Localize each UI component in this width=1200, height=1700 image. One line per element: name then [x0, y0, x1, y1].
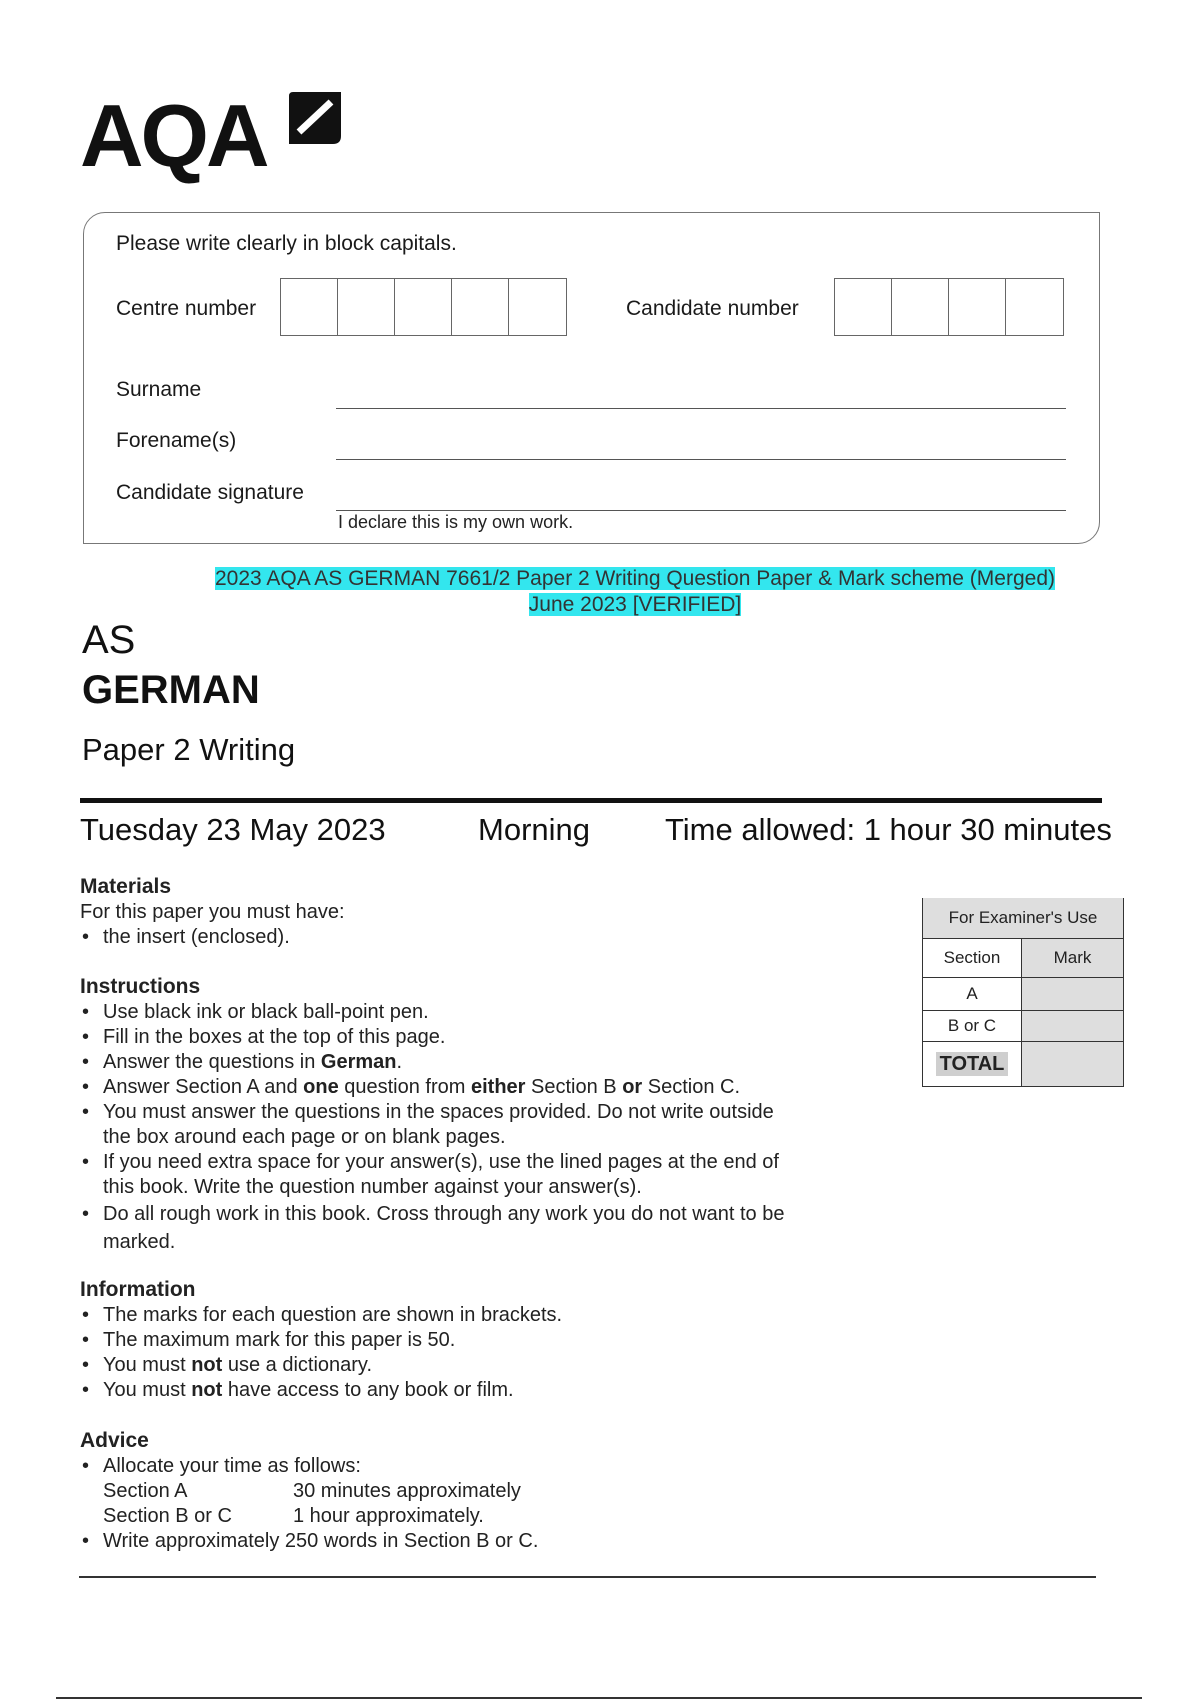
- candidate-number-digit[interactable]: [949, 279, 1006, 335]
- aqa-logo: [80, 86, 350, 186]
- advice-section-time: 30 minutes approximately: [293, 1480, 521, 1502]
- advice-section-time: 1 hour approximately.: [293, 1505, 484, 1527]
- advice-section-key: Section A: [103, 1480, 188, 1502]
- section-column-header: Section: [923, 939, 1022, 978]
- total-label: TOTAL: [936, 1052, 1009, 1076]
- materials-intro: For this paper you must have:: [80, 901, 345, 923]
- materials-heading: Materials: [80, 875, 172, 898]
- forenames-label: Forename(s): [116, 429, 237, 452]
- exam-date: Tuesday 23 May 2023: [80, 812, 386, 847]
- instruction-item: • If you need extra space for your answer(s), use the lined pages at the end of this book. Write the question number against your answer(s).: [80, 1150, 803, 1200]
- signature-field[interactable]: [336, 510, 1066, 511]
- total-cell: [923, 1042, 1022, 1087]
- instructions-section: [80, 974, 840, 1256]
- surname-field[interactable]: [336, 408, 1066, 409]
- document-title-highlight: [150, 566, 1120, 618]
- examiner-use-table: [922, 898, 1124, 1087]
- section-a-cell: A: [923, 978, 1022, 1011]
- highlight-line-1: 2023 AQA AS GERMAN 7661/2 Paper 2 Writing Question Paper & Mark scheme (Merged): [214, 567, 1055, 590]
- candidate-number-label: Candidate number: [626, 297, 799, 320]
- footer-divider: [56, 1697, 1142, 1699]
- materials-item: • the insert (enclosed).: [80, 925, 840, 950]
- advice-item: • Write approximately 250 words in Section B or C.: [80, 1529, 840, 1554]
- surname-label: Surname: [116, 378, 202, 401]
- section-bc-mark-cell: [1022, 1011, 1124, 1042]
- information-item: • You must not have access to any book or film.: [80, 1378, 840, 1403]
- instructions-heading: Instructions: [80, 975, 201, 998]
- signature-label: Candidate signature: [116, 481, 304, 504]
- advice-time-row: [80, 1479, 840, 1504]
- exam-session: Morning: [478, 812, 590, 847]
- subject-name: GERMAN: [82, 668, 260, 712]
- centre-number-label: Centre number: [116, 297, 257, 320]
- candidate-number-digit[interactable]: [1006, 279, 1063, 335]
- information-item: • The marks for each question are shown in brackets.: [80, 1303, 840, 1328]
- forenames-field[interactable]: [336, 459, 1066, 460]
- centre-number-digit[interactable]: [338, 279, 395, 335]
- information-item: • You must not use a dictionary.: [80, 1353, 840, 1378]
- materials-section: [80, 874, 840, 950]
- advice-section-key: Section B or C: [103, 1505, 232, 1527]
- instruction-item: • Use black ink or black ball-point pen.: [80, 1000, 840, 1025]
- advice-section: [80, 1428, 840, 1554]
- information-heading: Information: [80, 1278, 196, 1301]
- candidate-number-digit[interactable]: [835, 279, 892, 335]
- mark-column-header: Mark: [1022, 939, 1124, 978]
- candidate-number-boxes[interactable]: [834, 278, 1064, 336]
- subject-level: AS: [82, 618, 136, 662]
- centre-number-digit[interactable]: [509, 279, 566, 335]
- declaration-text: I declare this is my own work.: [338, 512, 574, 532]
- information-item: • The maximum mark for this paper is 50.: [80, 1328, 840, 1353]
- information-section: [80, 1277, 840, 1403]
- advice-time-row: [80, 1504, 840, 1529]
- centre-number-digit[interactable]: [395, 279, 452, 335]
- highlight-line-2: June 2023 [VERIFIED]: [528, 593, 742, 616]
- section-bc-cell: B or C: [923, 1011, 1022, 1042]
- advice-heading: Advice: [80, 1429, 149, 1452]
- instruction-item: • Answer the questions in German.: [80, 1050, 840, 1075]
- centre-number-digit[interactable]: [281, 279, 338, 335]
- instruction-item: • Fill in the boxes at the top of this page.: [80, 1025, 840, 1050]
- section-a-mark-cell: [1022, 978, 1124, 1011]
- time-allowed: Time allowed: 1 hour 30 minutes: [665, 812, 1112, 847]
- bottom-divider: [79, 1576, 1096, 1578]
- form-instruction: Please write clearly in block capitals.: [116, 232, 457, 255]
- examiner-table-title: For Examiner's Use: [923, 898, 1124, 939]
- advice-item: • Allocate your time as follows:: [80, 1454, 840, 1479]
- candidate-number-digit[interactable]: [892, 279, 949, 335]
- centre-number-digit[interactable]: [452, 279, 509, 335]
- instruction-item: • Answer Section A and one question from either Section B or Section C.: [80, 1075, 840, 1100]
- heading-divider: [80, 798, 1102, 803]
- paper-name: Paper 2 Writing: [82, 732, 296, 767]
- total-mark-cell: [1022, 1042, 1124, 1087]
- instruction-item: • You must answer the questions in the spaces provided. Do not write outside the box around each page or on blank pages.: [80, 1100, 803, 1150]
- centre-number-boxes[interactable]: [280, 278, 567, 336]
- logo-text: AQA: [80, 86, 267, 185]
- aqa-tick-icon: [285, 88, 345, 150]
- instruction-item: • Do all rough work in this book. Cross through any work you do not want to be marked.: [80, 1200, 823, 1256]
